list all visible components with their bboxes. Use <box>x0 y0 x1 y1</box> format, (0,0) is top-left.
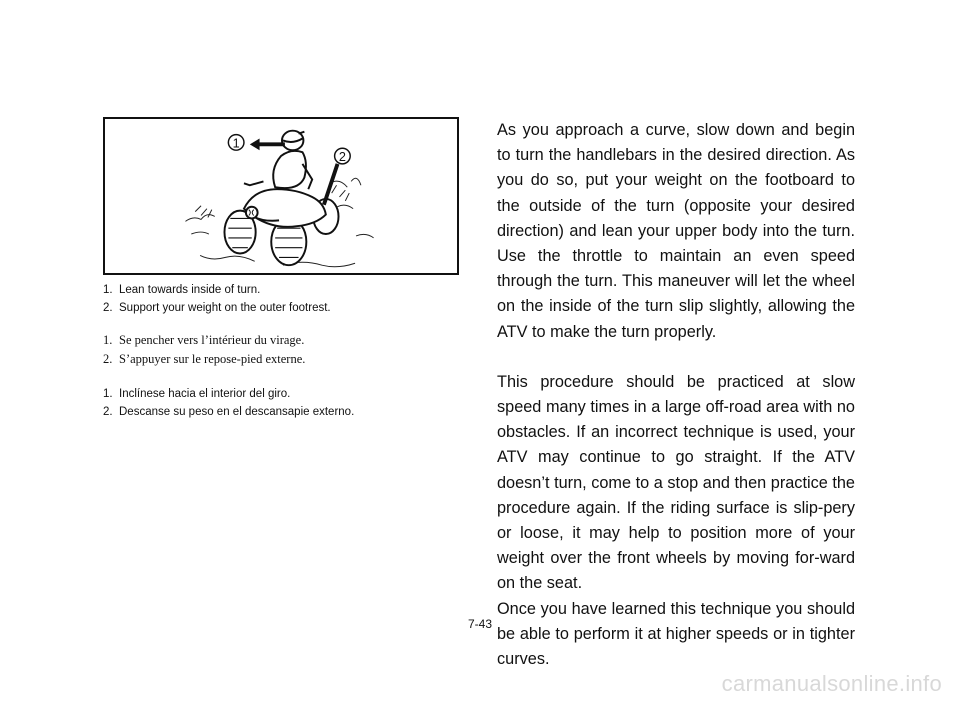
caption-item <box>103 299 463 317</box>
caption-number: 2. <box>103 352 113 366</box>
caption-number: 1. <box>103 388 113 400</box>
caption-item <box>103 281 463 299</box>
caption-text: Descanse su peso en el descansapie externo. <box>119 406 355 418</box>
caption-number: 2. <box>103 302 113 314</box>
caption-item <box>103 403 463 421</box>
caption-item <box>103 385 463 403</box>
caption-item <box>103 350 463 369</box>
callout-1 <box>228 135 244 151</box>
atv-turning-illustration <box>103 117 459 275</box>
caption-item <box>103 331 463 350</box>
caption-text: Inclínese hacia el interior del giro. <box>119 388 291 400</box>
callout-2 <box>335 148 351 164</box>
caption-number: 2. <box>103 406 113 418</box>
lean-direction-arrow <box>250 138 285 150</box>
paragraph-practice: This procedure should be practiced at slow speed many times in a large off-road area with no obstacles. If an incorrect technique is used, your ATV may continue to go straight. If the ATV doesn’t turn, come to a stop and then practice the procedure again. If the riding surface is slip-pery or loose, it may help to position more of your weight over the front wheels by moving for-ward on the seat. <box>497 372 855 593</box>
callout-2-label: 2 <box>338 149 346 164</box>
captions-spanish <box>103 385 463 421</box>
figure-captions <box>103 281 463 421</box>
caption-text: Se pencher vers l’intérieur du virage. <box>119 333 305 347</box>
body-text <box>497 118 855 672</box>
paragraph-approach-curve: As you approach a curve, slow down and begin to turn the handlebars in the desired direction. As you do so, put your weight on the footboard to the outside of the turn (opposite your desired direction) and lean your upper body into the turn. Use the throttle to maintain an even speed through the turn. This maneuver will let the wheel on the inside of the turn slip slightly, allowing the ATV to make the turn properly. <box>497 121 855 341</box>
caption-text: S’appuyer sur le repose-pied externe. <box>119 352 306 366</box>
caption-number: 1. <box>103 284 113 296</box>
captions-french <box>103 331 463 369</box>
paragraph-once-learned: Once you have learned this technique you should be able to perform it at higher speeds or in tighter curves. <box>497 599 855 669</box>
page-number: 7-43 <box>467 617 493 631</box>
rider-figure <box>244 131 312 189</box>
atv-body <box>244 189 326 227</box>
footrest-pointer <box>324 164 338 205</box>
atv-rider-drawing <box>105 119 457 273</box>
caption-number: 1. <box>103 333 113 347</box>
watermark: carmanualsonline.info <box>721 671 942 696</box>
callout-1-label: 1 <box>232 136 240 151</box>
caption-text: Lean towards inside of turn. <box>119 284 261 296</box>
caption-text: Support your weight on the outer footrest. <box>119 302 331 314</box>
captions-english <box>103 281 463 317</box>
